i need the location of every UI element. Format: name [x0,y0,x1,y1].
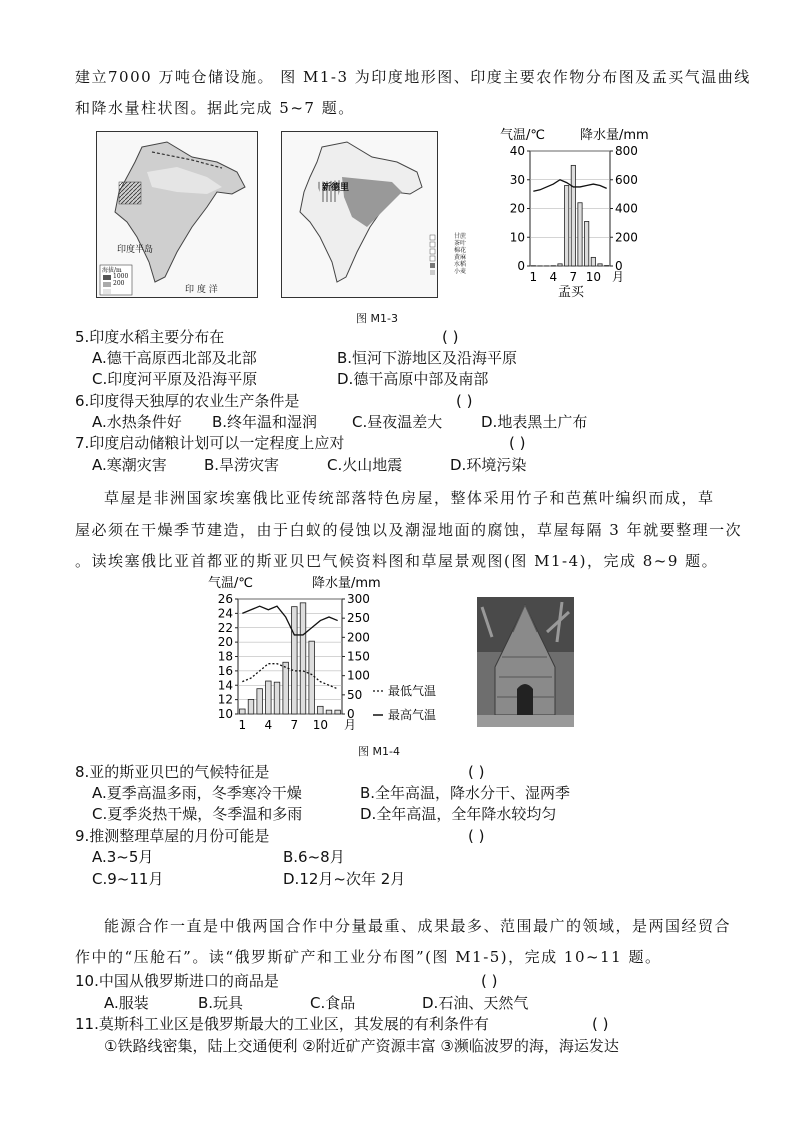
mumbai-left-tick-label: 10 [509,230,525,245]
addis-left-tick-label: 22 [217,620,233,635]
crop-legend-wheat: 小麦 [454,268,467,275]
grass-hut-photo-svg [477,597,574,727]
addis-right-tick-label: 200 [347,630,370,645]
q6-paren: ( ) [456,392,473,410]
intro2-line1: 草屋是非洲国家埃塞俄比亚传统部落特色房屋，整体采用竹子和芭蕉叶编织而成，草 [104,489,715,507]
addis-chart-svg [205,573,450,733]
q6-stem: 6.印度得天独厚的农业生产条件是 [75,392,300,410]
addis-x-axis-label: 月 [344,718,357,732]
addis-bar-month-2 [248,699,254,714]
addis-bar-month-7 [292,607,298,714]
q5-option-c: C.印度河平原及沿海平原 [92,370,258,388]
addis-bar-month-12 [335,710,341,714]
intro1-line1: 建立7000 万吨仓储设施。 图 M1-3 为印度地形图、印度主要农作物分布图及孟买气温曲线 [75,68,751,86]
mumbai-right-tick-label: 400 [615,201,638,216]
mumbai-x-tick-label: 1 [529,270,538,284]
mumbai-x-tick-label: 10 [585,270,601,284]
mumbai-right-tick-label: 600 [615,172,638,187]
addis-right-tick-label: 250 [347,611,370,626]
mumbai-bar-month-10 [591,257,595,266]
addis-climate-chart [205,573,450,733]
mumbai-bar-month-6 [565,186,569,267]
peninsula-label: 印度半岛 [117,245,154,255]
q9-option-c: C.9~11月 [92,870,164,888]
mumbai-city-label: 孟买 [558,285,585,299]
addis-bar-month-6 [283,662,289,714]
legend-title: 海拔/m [102,267,122,274]
q9-option-b: B.6~8月 [283,848,345,866]
addis-right-tick-label: 300 [347,592,370,606]
q9-option-a: A.3~5月 [92,848,154,866]
q8-stem: 8.亚的斯亚贝巴的气候特征是 [75,763,270,781]
mumbai-right-tick-label: 0 [615,259,623,273]
q5-paren: ( ) [442,328,459,346]
q7-option-d: D.环境污染 [450,456,527,474]
addis-right-tick-label: 100 [347,668,370,683]
addis-left-axis-label: 气温/℃ [208,576,253,591]
fig-m1-3-caption: 图 M1-3 [356,312,398,325]
mumbai-right-axis-label: 降水量/mm [580,128,649,143]
addis-bar-month-8 [300,603,306,714]
addis-x-tick-label: 4 [264,718,273,732]
q11-options: ①铁路线密集，陆上交通便利 ②附近矿产资源丰富 ③濒临波罗的海，海运发达 [104,1037,619,1055]
mumbai-bar-month-11 [598,264,602,266]
mumbai-right-tick-label: 800 [615,144,638,158]
intro3-line1: 能源合作一直是中俄两国合作中分量最重、成果最多、范围最广的领域，是两国经贸合 [104,917,732,935]
legend-1000: 1000 [113,273,129,280]
addis-left-tick-label: 16 [217,663,233,678]
addis-bar-month-10 [318,706,324,714]
addis-left-tick-label: 26 [217,592,233,606]
q7-paren: ( ) [509,434,526,452]
addis-bar-month-3 [257,689,263,714]
mumbai-right-tick-label: 200 [615,230,638,245]
mumbai-temp-line-1 [533,180,606,192]
intro2-line3: 。读埃塞俄比亚首都亚的斯亚贝巴气候资料图和草屋景观图(图 M1-4)，完成 8~9 题。 [75,552,719,570]
q10-stem: 10.中国从俄罗斯进口的商品是 [75,972,279,990]
q5-option-b: B.恒河下游地区及沿海平原 [337,349,518,367]
india-crop-map-svg [282,132,437,297]
q5-stem: 5.印度水稻主要分布在 [75,328,225,346]
addis-x-tick-label: 10 [312,718,328,732]
intro2-line2: 屋必须在干燥季节建造，由于白蚁的侵蚀以及潮湿地面的腐蚀，草屋每隔 3 年就要整理一次 [75,521,743,539]
q8-option-a: A.夏季高温多雨，冬季寒冷干燥 [92,784,302,802]
addis-right-tick-label: 50 [347,687,363,702]
q6-option-b: B.终年温和湿润 [212,413,318,431]
mumbai-left-axis-label: 气温/℃ [500,128,545,143]
q7-option-b: B.旱涝灾害 [204,456,280,474]
q6-option-a: A.水热条件好 [92,413,182,431]
q8-option-c: C.夏季炎热干燥，冬季温和多雨 [92,805,303,823]
q10-paren: ( ) [481,972,498,990]
intro1-line2: 和降水量柱状图。据此完成 5~7 题。 [75,99,355,117]
addis-left-tick-label: 24 [217,606,233,621]
fig-m1-4-caption: 图 M1-4 [358,745,400,758]
q7-option-c: C.火山地震 [327,456,403,474]
mumbai-bar-month-5 [558,264,562,266]
crop-legend-sugarcane: 甘蔗 [454,233,467,240]
mumbai-bar-month-7 [571,165,575,266]
mumbai-x-tick-label: 4 [549,270,558,284]
addis-left-tick-label: 20 [217,635,233,650]
intro3-line2: 作中的“压舱石”。读“俄罗斯矿产和工业分布图”(图 M1-5)，完成 10~11 题。 [75,948,662,966]
addis-bar-month-4 [266,681,272,714]
addis-left-tick-label: 10 [217,707,233,721]
addis-x-tick-label: 7 [290,718,299,732]
q6-option-c: C.昼夜温差大 [352,413,443,431]
addis-bar-month-9 [309,641,315,714]
crop-legend-cotton: 棉花 [454,247,467,254]
q11-stem: 11.莫斯科工业区是俄罗斯最大的工业区，其发展的有利条件有 [75,1015,489,1033]
mumbai-left-tick-label: 40 [509,144,525,158]
grass-hut-photo [477,597,574,727]
q8-paren: ( ) [468,763,485,781]
addis-bar-month-11 [326,710,332,714]
addis-left-tick-label: 18 [217,649,233,664]
q6-option-d: D.地表黑土广布 [481,413,588,431]
crop-legend-jute: 黄麻 [454,254,467,261]
addis-temp-line-2 [242,606,337,635]
mumbai-chart-svg [490,124,670,299]
mumbai-bar-month-9 [585,221,589,266]
mumbai-left-tick-label: 0 [517,259,525,273]
india-terrain-map [96,131,258,298]
addis-right-axis-label: 降水量/mm [312,576,381,591]
mumbai-x-tick-label: 7 [569,270,578,284]
q8-option-d: D.全年高温，全年降水较均匀 [360,805,557,823]
q7-stem: 7.印度启动储粮计划可以一定程度上应对 [75,434,345,452]
crop-legend-rice: 水稻 [454,261,467,268]
q8-option-b: B.全年高温，降水分干、湿两季 [360,784,571,802]
addis-bar-month-1 [240,709,246,714]
addis-x-tick-label: 1 [238,718,247,732]
legend-200: 200 [113,280,125,287]
q9-paren: ( ) [468,827,485,845]
new-delhi-label: 新德里 [322,183,350,193]
addis-right-tick-label: 0 [347,707,355,721]
q7-option-a: A.寒潮灾害 [92,456,167,474]
mumbai-climate-chart [490,124,670,299]
q5-option-a: A.德干高原西北部及北部 [92,349,257,367]
q10-option-b: B.玩具 [198,994,244,1012]
india-crop-map [281,131,438,298]
q9-stem: 9.推测整理草屋的月份可能是 [75,827,270,845]
mumbai-left-tick-label: 30 [509,172,525,187]
crop-legend-tea: 茶叶 [454,240,467,247]
q10-option-d: D.石油、天然气 [422,994,529,1012]
ocean-label: 印 度 洋 [185,285,218,295]
q10-option-a: A.服装 [104,994,149,1012]
addis-right-tick-label: 150 [347,649,370,664]
q5-option-d: D.德干高原中部及南部 [337,370,489,388]
crop-legend [454,233,466,275]
q10-option-c: C.食品 [310,994,356,1012]
addis-left-tick-label: 12 [217,692,233,707]
addis-bar-month-5 [274,682,280,714]
mumbai-x-axis-label: 月 [612,270,625,284]
mumbai-bar-month-8 [578,203,582,266]
q11-paren: ( ) [592,1015,609,1033]
addis-legend-min-label: 最低气温 [388,684,437,698]
q9-option-d: D.12月~次年 2月 [283,870,406,888]
mumbai-left-tick-label: 20 [509,201,525,216]
addis-left-tick-label: 14 [217,678,233,693]
addis-legend-max-label: 最高气温 [388,708,437,722]
